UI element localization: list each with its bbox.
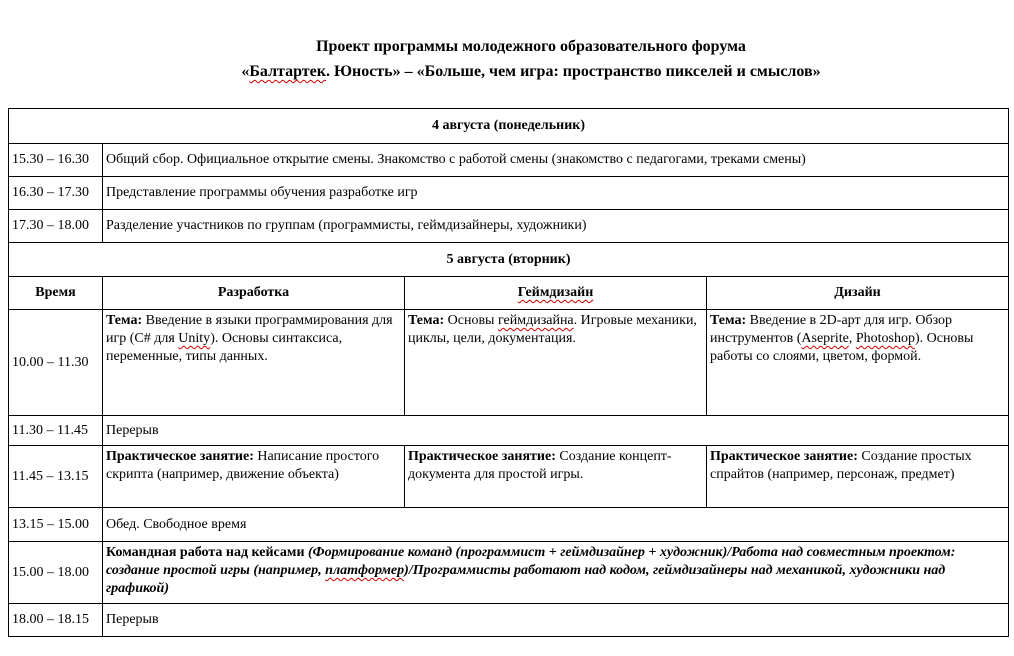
teamwork-desc: (Формирование команд (программист + геймдизайнер + художник)/Работа над совместным проектом: создание простой игры (например, — [106, 545, 956, 578]
design-practice-text: Создание простых спрайтов (например, персонаж, предмет) — [710, 449, 972, 482]
dev-practice-text: Написание простого скрипта (например, движение объекта) — [106, 449, 380, 482]
table-row — [9, 416, 1009, 446]
theme-label: Тема: — [106, 313, 143, 328]
dev-theme-cell — [103, 310, 405, 416]
table-row — [9, 144, 1009, 177]
theme-label: Тема: — [710, 313, 747, 328]
teamwork-desc-word: платформер — [325, 563, 405, 578]
day1-title: 4 августа (понедельник) — [9, 109, 1009, 144]
column-header-gamedesign — [405, 277, 707, 310]
dev-theme-text: Введение в языки программирования для игр (C# для — [106, 313, 393, 346]
time-cell: 13.15 – 15.00 — [9, 508, 103, 542]
design-theme-text: Введение в 2D-арт для игр. Обзор инструментов ( — [710, 313, 953, 346]
design-practice-cell — [707, 446, 1009, 508]
column-header-gamedesign-label: Геймдизайн — [517, 285, 594, 300]
title-quote: « — [241, 63, 250, 80]
teamwork-desc-end: )/Программисты работают над кодом, геймдизайнеры над механикой, художники над графикой) — [106, 563, 946, 596]
design-theme-photoshop: Photoshop — [855, 331, 915, 346]
day1-header-row — [9, 109, 1009, 144]
gd-theme-text-end: . Игровые механики, циклы, цели, документация. — [408, 313, 697, 346]
design-theme-aseprite: Aseprite — [801, 331, 849, 346]
gd-theme-word: геймдизайна — [497, 313, 574, 328]
schedule-table — [8, 108, 1009, 637]
day2-header-row — [9, 243, 1009, 277]
practice-label: Практическое занятие: — [710, 449, 858, 464]
column-header-time: Время — [9, 277, 103, 310]
table-row — [9, 210, 1009, 243]
gamedesign-practice-cell — [405, 446, 707, 508]
day2-title: 5 августа (вторник) — [9, 243, 1009, 277]
time-cell: 16.30 – 17.30 — [9, 177, 103, 210]
dev-theme-unity: Unity — [178, 331, 211, 346]
column-header-dev: Разработка — [103, 277, 405, 310]
time-cell: 11.30 – 11.45 — [9, 416, 103, 446]
theme-label: Тема: — [408, 313, 445, 328]
table-row — [9, 508, 1009, 542]
activity-cell: Обед. Свободное время — [103, 508, 1009, 542]
practice-label: Практическое занятие: — [408, 449, 556, 464]
time-cell: 15.30 – 16.30 — [9, 144, 103, 177]
activity-cell: Перерыв — [103, 416, 1009, 446]
table-row — [9, 446, 1009, 508]
table-row — [9, 542, 1009, 604]
activity-cell: Перерыв — [103, 604, 1009, 637]
dev-practice-cell — [103, 446, 405, 508]
activity-cell: Общий сбор. Официальное открытие смены. Знакомство с работой смены (знакомство с педагогами, треками смены) — [103, 144, 1009, 177]
gd-practice-text: Создание концепт-документа для простой игры. — [408, 449, 672, 482]
dev-theme-text-end: ). Основы синтаксиса, переменные, типы данных. — [106, 331, 343, 364]
time-cell: 10.00 – 11.30 — [9, 310, 103, 416]
title-forum-name: Балтартек — [249, 63, 326, 80]
time-cell: 15.00 – 18.00 — [9, 542, 103, 604]
activity-cell: Разделение участников по группам (программисты, геймдизайнеры, художники) — [103, 210, 1009, 243]
practice-label: Практическое занятие: — [106, 449, 254, 464]
column-header-design: Дизайн — [707, 277, 1009, 310]
teamwork-title: Командная работа над кейсами — [106, 545, 305, 560]
table-row — [9, 177, 1009, 210]
activity-cell: Представление программы обучения разработке игр — [103, 177, 1009, 210]
time-cell: 11.45 – 13.15 — [9, 446, 103, 508]
time-cell: 18.00 – 18.15 — [9, 604, 103, 637]
gd-theme-text: Основы — [444, 313, 498, 328]
table-row — [9, 604, 1009, 637]
teamwork-cell — [103, 542, 1009, 604]
design-theme-text-end: ). Основы работы со слоями, цветом, формой. — [710, 331, 974, 364]
design-theme-cell — [707, 310, 1009, 416]
gamedesign-theme-cell — [405, 310, 707, 416]
table-row — [9, 310, 1009, 416]
title-rest: . Юность» – «Больше, чем игра: пространство пикселей и смыслов» — [325, 63, 821, 80]
document-title-line2 — [24, 62, 1014, 82]
design-theme-sep: , — [848, 331, 856, 346]
column-header-row — [9, 277, 1009, 310]
document-title-line1: Проект программы молодежного образовательного форума — [316, 38, 746, 55]
time-cell: 17.30 – 18.00 — [9, 210, 103, 243]
